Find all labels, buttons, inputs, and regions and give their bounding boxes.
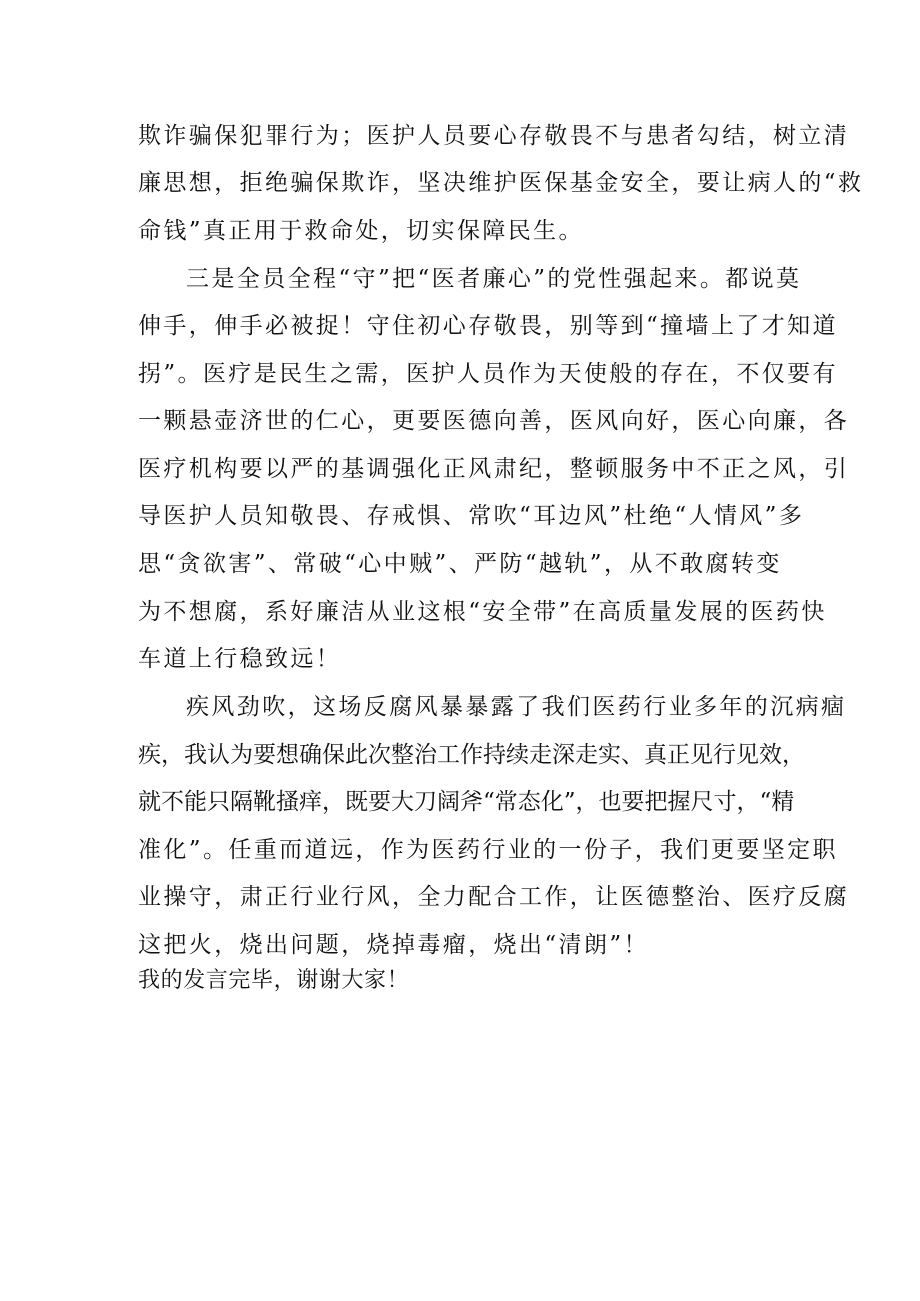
paragraph-2-line-4: 一颗悬壶济世的仁心，更要医德向善，医风向好，医心向廉，各 [138,408,850,434]
paragraph-2-line-2: 伸手，伸手必被捉！守住初心存敬畏，别等到“撞墙上了才知道 [138,313,838,339]
closing-remark: 我的发言完毕，谢谢大家！ [138,968,410,993]
paragraph-1-line-3: 命钱”真正用于救命处，切实保障民生。 [138,218,584,244]
paragraph-2-line-5: 医疗机构要以严的基调强化正风肃纪，整顿服务中不正之风，引 [138,456,850,482]
paragraph-3-line-3: 就不能只隔靴搔痒，既要大刀阔斧“常态化”，也要把握尺寸，“精 [138,789,795,815]
paragraph-3-line-1: 疾风劲吹，这场反腐风暴暴露了我们医药行业多年的沉病痼 [186,694,847,720]
paragraph-2-line-8: 为不想腐，系好廉洁从业这根“安全带”在高质量发展的医药快 [138,599,827,625]
paragraph-3-line-4: 准化”。任重而道远，作为医药行业的一份子，我们更要坚定职 [138,837,838,863]
paragraph-1-line-2: 廉思想，拒绝骗保欺诈，坚决维护医保基金安全，要让病人的“救 [138,170,864,196]
paragraph-2-line-1: 三是全员全程“守”把“医者廉心”的党性强起来。都说莫 [186,266,802,292]
paragraph-2-line-9: 车道上行稳致远！ [138,646,342,672]
paragraph-2-line-3: 拐”。医疗是民生之需，医护人员作为天使般的存在，不仅要有 [138,361,838,387]
paragraph-1-line-1: 欺诈骗保犯罪行为；医护人员要心存敬畏不与患者勾结，树立清 [138,123,850,149]
paragraph-3-line-5: 业操守，肃正行业行风，全力配合工作，让医德整治、医疗反腐 [138,884,850,910]
paragraph-3-line-2: 疾，我认为要想确保此次整治工作持续走深走实、真正见行见效， [138,742,805,768]
paragraph-3-line-6: 这把火，烧出问题，烧掉毒瘤，烧出“清朗”！ [138,932,649,958]
paragraph-2-line-7: 思“贪欲害”、常破“心中贼”、严防“越轨”，从不敢腐转变 [138,551,782,577]
paragraph-2-line-6: 导医护人员知敬畏、存戒惧、常吹“耳边风”杜绝“人情风”多 [138,503,805,529]
